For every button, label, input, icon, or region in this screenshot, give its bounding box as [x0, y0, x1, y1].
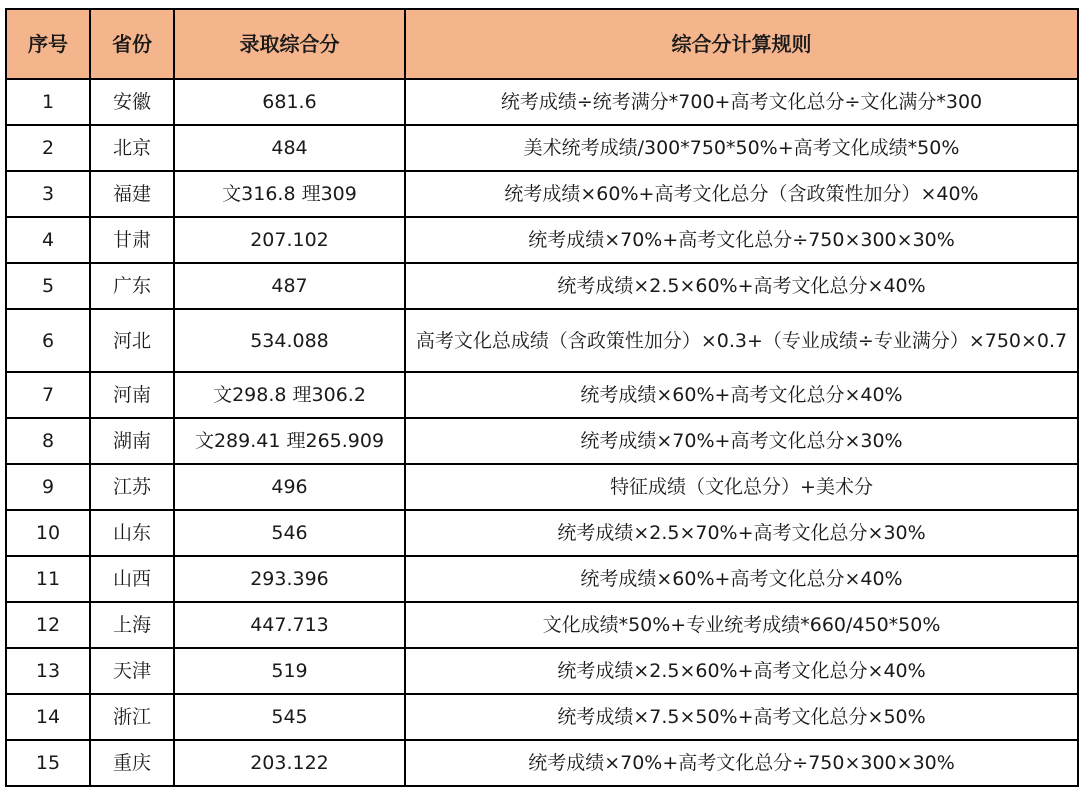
- cell-score: 207.102: [174, 217, 405, 263]
- table-row: [6, 694, 1078, 740]
- cell-province: 甘肃: [90, 217, 174, 263]
- cell-rule: 美术统考成绩/300*750*50%+高考文化成绩*50%: [405, 125, 1078, 171]
- cell-score: 534.088: [174, 309, 405, 372]
- cell-province: 山东: [90, 510, 174, 556]
- cell-no: 8: [6, 418, 90, 464]
- cell-rule: 统考成绩×2.5×60%+高考文化总分×40%: [405, 263, 1078, 309]
- header-row: [6, 9, 1078, 79]
- table-row: [6, 602, 1078, 648]
- cell-province: 重庆: [90, 740, 174, 786]
- cell-score: 496: [174, 464, 405, 510]
- cell-no: 6: [6, 309, 90, 372]
- table-row: [6, 418, 1078, 464]
- cell-province: 河北: [90, 309, 174, 372]
- header-score: 录取综合分: [174, 9, 405, 79]
- header-province: 省份: [90, 9, 174, 79]
- cell-score: 484: [174, 125, 405, 171]
- cell-no: 4: [6, 217, 90, 263]
- score-table: [5, 8, 1079, 787]
- cell-rule: 统考成绩×70%+高考文化总分÷750×300×30%: [405, 740, 1078, 786]
- table-row: [6, 125, 1078, 171]
- cell-score: 681.6: [174, 79, 405, 125]
- cell-rule: 统考成绩÷统考满分*700+高考文化总分÷文化满分*300: [405, 79, 1078, 125]
- header-rule: 综合分计算规则: [405, 9, 1078, 79]
- cell-province: 上海: [90, 602, 174, 648]
- cell-no: 13: [6, 648, 90, 694]
- cell-no: 15: [6, 740, 90, 786]
- table-row: [6, 740, 1078, 786]
- table-row: [6, 309, 1078, 372]
- table-row: [6, 648, 1078, 694]
- cell-rule: 文化成绩*50%+专业统考成绩*660/450*50%: [405, 602, 1078, 648]
- cell-no: 14: [6, 694, 90, 740]
- table-body: [6, 79, 1078, 786]
- table-row: [6, 217, 1078, 263]
- cell-province: 广东: [90, 263, 174, 309]
- cell-rule: 统考成绩×60%+高考文化总分×40%: [405, 556, 1078, 602]
- cell-score: 519: [174, 648, 405, 694]
- cell-rule: 统考成绩×70%+高考文化总分×30%: [405, 418, 1078, 464]
- cell-rule: 统考成绩×2.5×70%+高考文化总分×30%: [405, 510, 1078, 556]
- cell-province: 天津: [90, 648, 174, 694]
- cell-province: 浙江: [90, 694, 174, 740]
- cell-score: 文316.8 理309: [174, 171, 405, 217]
- cell-province: 湖南: [90, 418, 174, 464]
- cell-score: 文289.41 理265.909: [174, 418, 405, 464]
- cell-rule: 统考成绩×7.5×50%+高考文化总分×50%: [405, 694, 1078, 740]
- cell-no: 5: [6, 263, 90, 309]
- cell-score: 447.713: [174, 602, 405, 648]
- cell-score: 545: [174, 694, 405, 740]
- cell-no: 10: [6, 510, 90, 556]
- cell-province: 福建: [90, 171, 174, 217]
- cell-rule: 统考成绩×70%+高考文化总分÷750×300×30%: [405, 217, 1078, 263]
- table-row: [6, 556, 1078, 602]
- table-row: [6, 464, 1078, 510]
- cell-score: 487: [174, 263, 405, 309]
- cell-no: 9: [6, 464, 90, 510]
- table-row: [6, 171, 1078, 217]
- cell-score: 293.396: [174, 556, 405, 602]
- table-row: [6, 79, 1078, 125]
- cell-rule: 统考成绩×2.5×60%+高考文化总分×40%: [405, 648, 1078, 694]
- cell-score: 文298.8 理306.2: [174, 372, 405, 418]
- cell-no: 3: [6, 171, 90, 217]
- cell-rule: 统考成绩×60%+高考文化总分×40%: [405, 372, 1078, 418]
- cell-rule: 统考成绩×60%+高考文化总分（含政策性加分）×40%: [405, 171, 1078, 217]
- cell-province: 江苏: [90, 464, 174, 510]
- cell-no: 7: [6, 372, 90, 418]
- cell-province: 山西: [90, 556, 174, 602]
- cell-province: 安徽: [90, 79, 174, 125]
- table-row: [6, 510, 1078, 556]
- score-table-container: [5, 8, 1077, 787]
- table-header: [6, 9, 1078, 79]
- cell-score: 203.122: [174, 740, 405, 786]
- cell-no: 1: [6, 79, 90, 125]
- cell-province: 北京: [90, 125, 174, 171]
- table-row: [6, 263, 1078, 309]
- cell-no: 11: [6, 556, 90, 602]
- cell-score: 546: [174, 510, 405, 556]
- cell-province: 河南: [90, 372, 174, 418]
- cell-rule: 特征成绩（文化总分）+美术分: [405, 464, 1078, 510]
- header-no: 序号: [6, 9, 90, 79]
- cell-no: 2: [6, 125, 90, 171]
- table-row: [6, 372, 1078, 418]
- cell-no: 12: [6, 602, 90, 648]
- cell-rule: 高考文化总成绩（含政策性加分）×0.3+（专业成绩÷专业满分）×750×0.7: [405, 309, 1078, 372]
